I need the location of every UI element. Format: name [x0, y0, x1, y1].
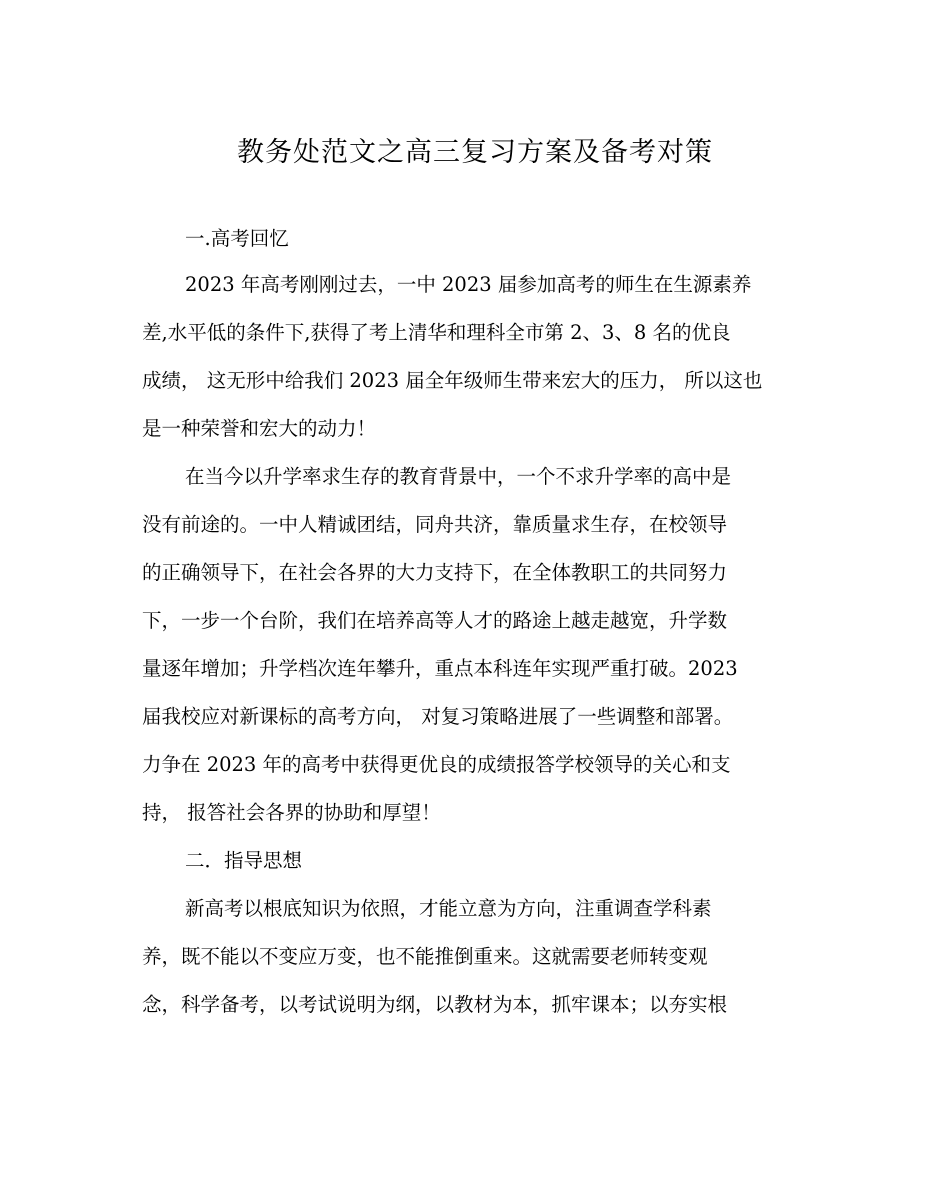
paragraph-line: 2023 年高考刚刚过去，一中 2023 届参加高考的师生在生源素养 — [185, 273, 752, 296]
paragraph-line: 成绩， 这无形中给我们 2023 届全年级师生带来宏大的压力， 所以这也 — [142, 369, 763, 392]
paragraph-line: 养，既不能以不变应万变，也不能推倒重来。这就需要老师转变观 — [142, 945, 708, 968]
section-heading-1: 一.高考回忆 — [185, 227, 289, 250]
paragraph-line: 量逐年增加；升学档次连年攀升，重点本科连年实现严重打破。2023 — [142, 657, 738, 680]
paragraph-line: 下，一步一个台阶，我们在培养高等人才的路途上越走越宽，升学数 — [142, 609, 728, 632]
paragraph-line: 新高考以根底知识为依照，才能立意为方向，注重调查学科素 — [185, 897, 712, 920]
paragraph-line: 的正确领导下，在社会各界的大力支持下，在全体教职工的共同努力 — [142, 561, 728, 584]
paragraph-line: 差,水平低的条件下,获得了考上清华和理科全市第 2、3、8 名的优良 — [142, 321, 731, 344]
paragraph-line: 没有前途的。一中人精诚团结，同舟共济，靠质量求生存，在校领导 — [142, 513, 728, 536]
paragraph-line: 在当今以升学率求生存的教育背景中，一个不求升学率的高中是 — [185, 465, 732, 488]
paragraph-line: 持， 报答社会各界的协助和厚望！ — [142, 801, 441, 824]
section-heading-2: 二．指导思想 — [185, 849, 303, 872]
document-title: 教务处范文之高三复习方案及备考对策 — [237, 137, 713, 168]
paragraph-line: 力争在 2023 年的高考中获得更优良的成绩报答学校领导的关心和支 — [142, 753, 731, 776]
paragraph-line: 念，科学备考，以考试说明为纲，以教材为本，抓牢课本；以夯实根 — [142, 993, 728, 1016]
paragraph-line: 是一种荣誉和宏大的动力！ — [142, 417, 377, 440]
paragraph-line: 届我校应对新课标的高考方向， 对复习策略进展了一些调整和部署。 — [142, 705, 734, 728]
